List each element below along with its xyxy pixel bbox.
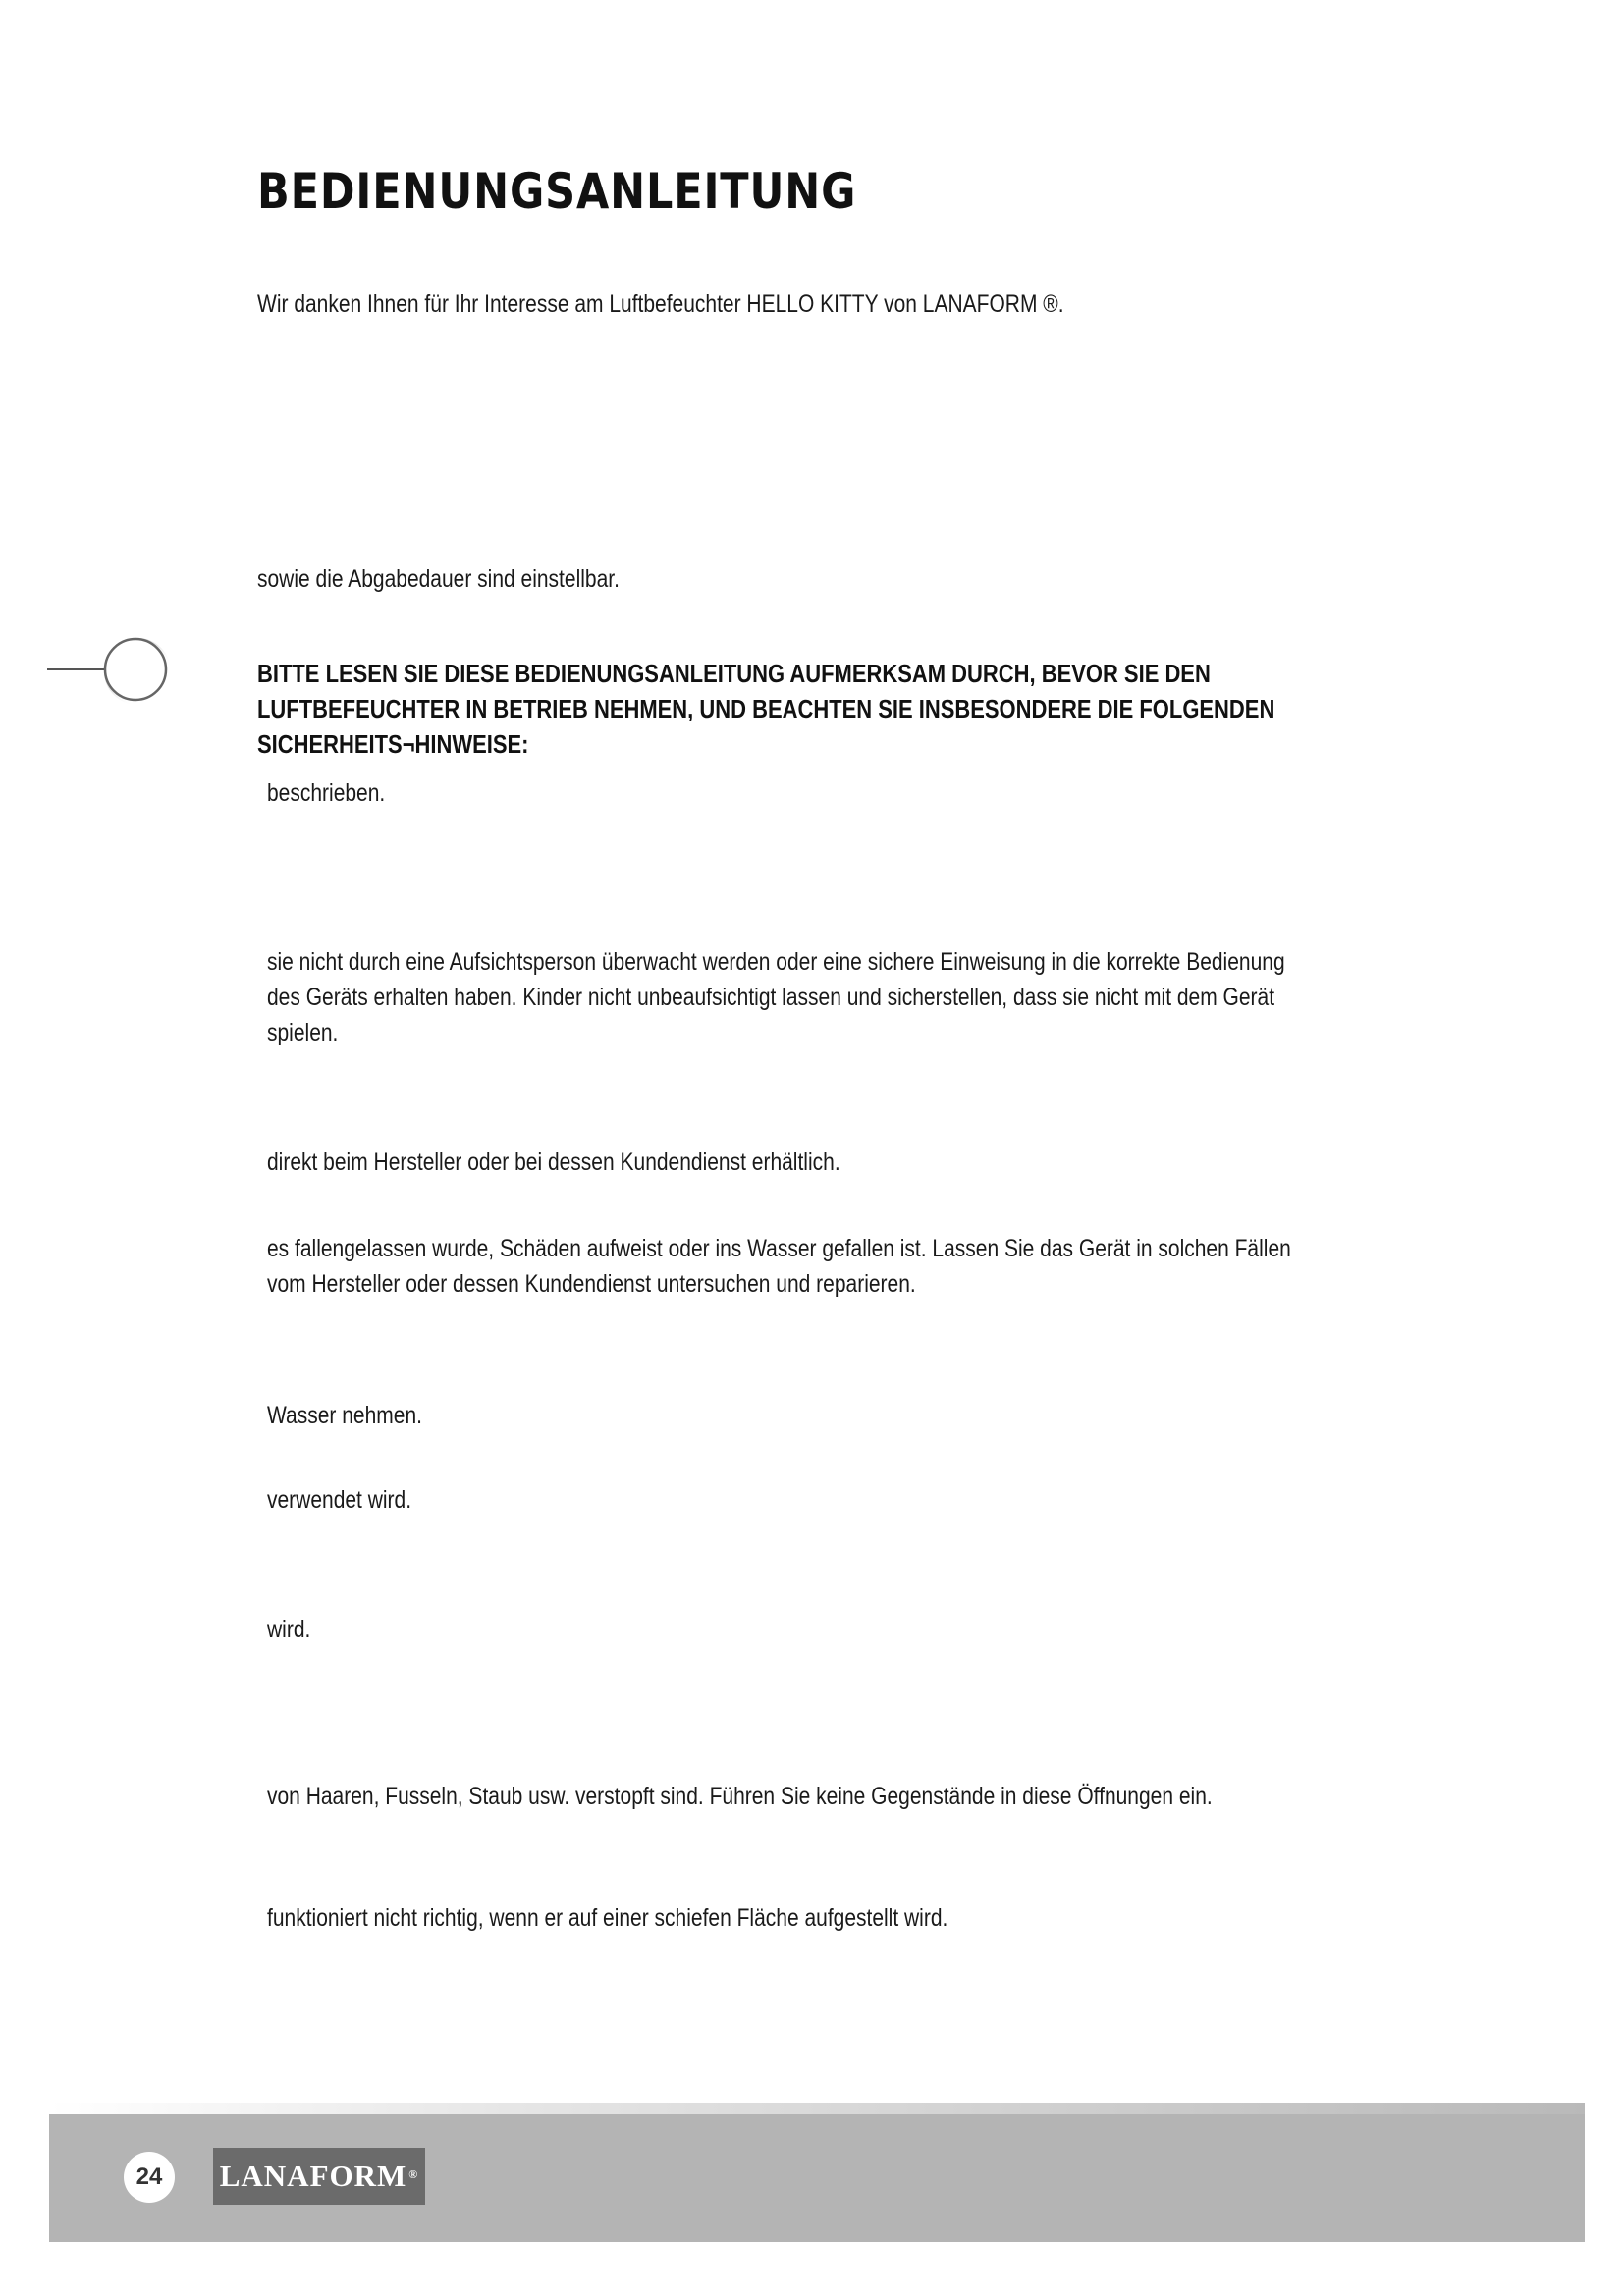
paragraph-5: Wasser nehmen. bbox=[267, 1402, 422, 1429]
intro-text: Wir danken Ihnen für Ihr Interesse am Luftbefeuchter HELLO KITTY von LANAFORM ®. bbox=[257, 291, 1064, 318]
safety-warning-heading: BITTE LESEN SIE DIESE BEDIENUNGSANLEITUNG AUFMERKSAM DURCH, BEVOR SIE DEN LUFTBEFEUCHTER IN BETRIEB NEHMEN, UND BEACHTEN SIE INSBESONDERE DIE FOLGENDEN SICHERHEITS¬HINWEISE: bbox=[257, 659, 1275, 759]
page-title: BEDIENUNGSANLEITUNG bbox=[257, 163, 857, 220]
intro-continued-text: sowie die Abgabedauer sind einstellbar. bbox=[257, 565, 620, 593]
paragraph-2: sie nicht durch eine Aufsichtsperson überwacht werden oder eine sichere Einweisung in die korrekte Bedienung des Geräts erhalten haben. Kinder nicht unbeaufsichtigt lassen und sicherstellen, dass sie nicht mit dem Gerät spielen. bbox=[267, 948, 1285, 1046]
paragraph-9: funktioniert nicht richtig, wenn er auf einer schiefen Fläche aufgestellt wird. bbox=[267, 1904, 948, 1932]
circle-marker-icon bbox=[47, 632, 175, 730]
brand-logo bbox=[213, 2148, 425, 2205]
paragraph-7: wird. bbox=[267, 1616, 311, 1643]
paragraph-3: direkt beim Hersteller oder bei dessen Kundendienst erhältlich. bbox=[267, 1148, 840, 1176]
footer-gradient-line bbox=[49, 2103, 1585, 2114]
paragraph-4: es fallengelassen wurde, Schäden aufweist oder ins Wasser gefallen ist. Lassen Sie das Gerät in solchen Fällen vom Hersteller oder dessen Kundendienst untersuchen und reparieren. bbox=[267, 1235, 1291, 1298]
paragraph-1: beschrieben. bbox=[267, 779, 386, 807]
page-number: 24 bbox=[124, 2152, 175, 2203]
registered-mark: ® bbox=[408, 2166, 419, 2181]
paragraph-8: von Haaren, Fusseln, Staub usw. verstopft sind. Führen Sie keine Gegenstände in diese Öffnungen ein. bbox=[267, 1783, 1213, 1810]
paragraph-6: verwendet wird. bbox=[267, 1486, 412, 1514]
brand-name: LANAFORM bbox=[219, 2159, 407, 2193]
